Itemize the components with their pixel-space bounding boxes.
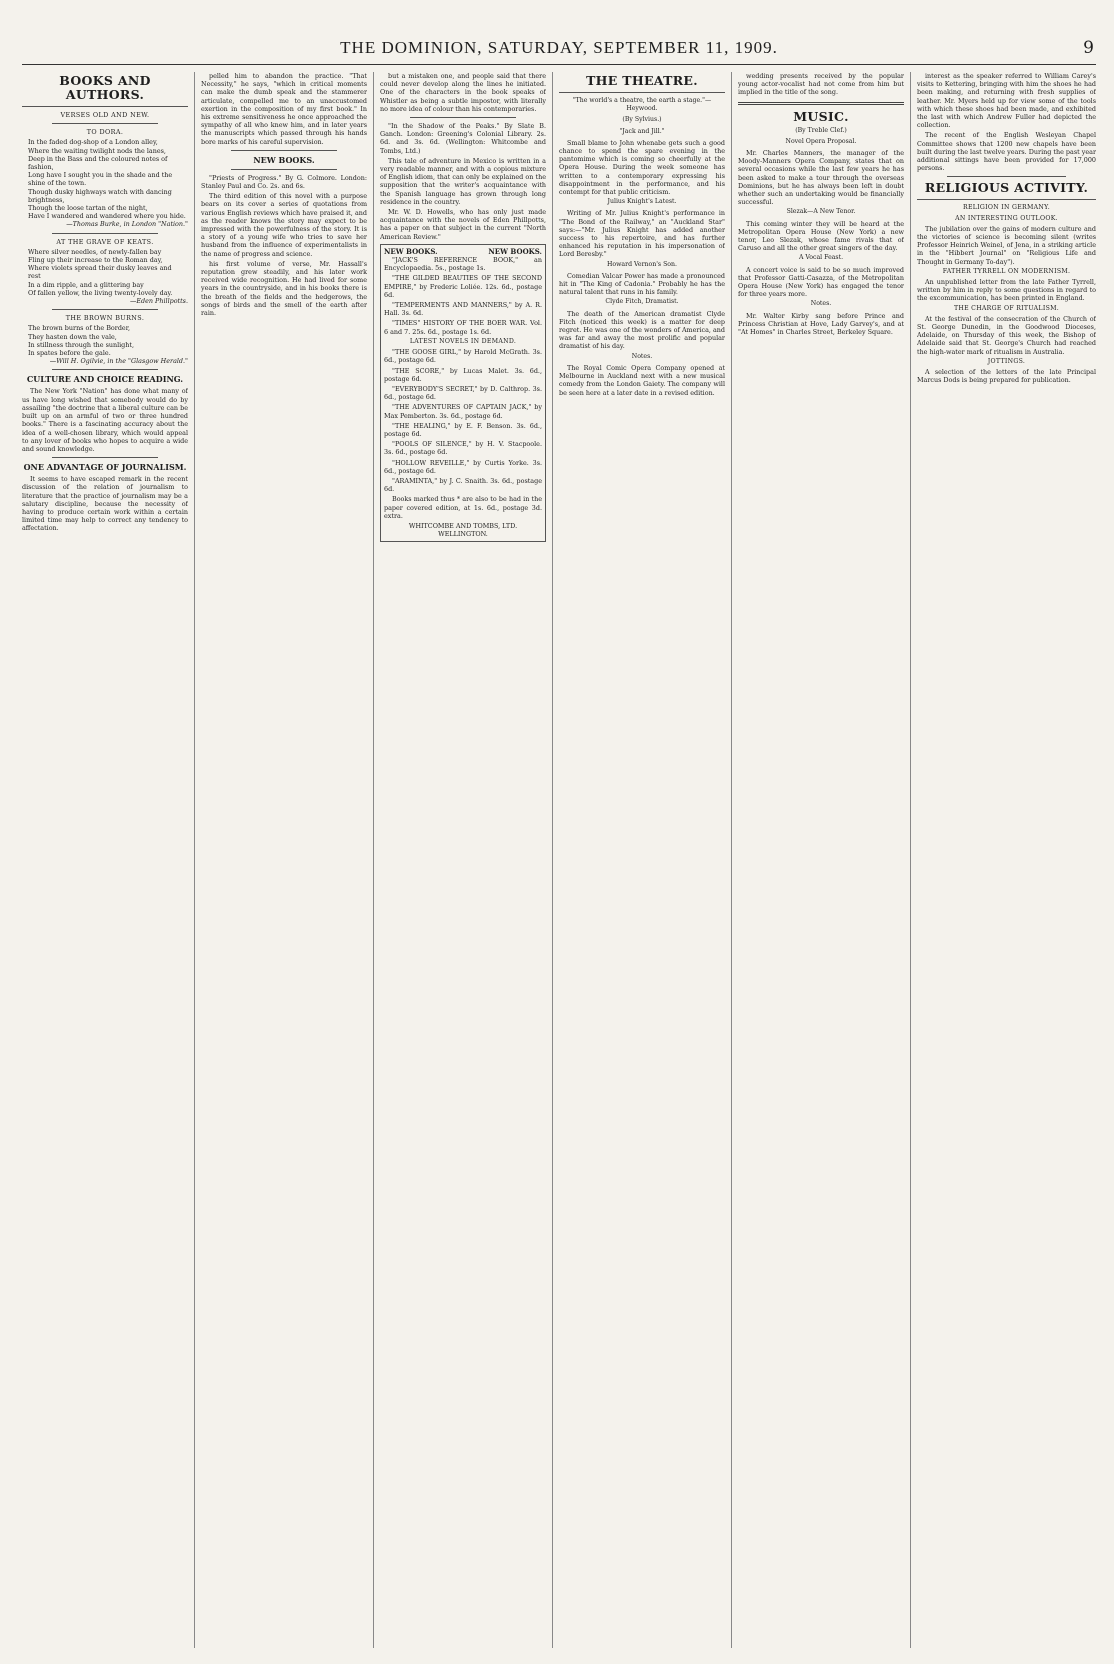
ad-item: "EVERYBODY'S SECRET," by D. Calthrop. 3s. 6d., postage 6d.: [384, 384, 542, 402]
religion-sub2: FATHER TYRRELL ON MODERNISM.: [942, 267, 1071, 275]
new-books-entry: "Priests of Progress." By G. Colmore. London: Stanley Paul and Co. 2s. and 6s.: [201, 173, 367, 191]
religion-text1: The jubilation over the gains of modern culture and the victories of science is becoming silent (writes Professor Heinrich Weinel, of Jena, in a striking article in the "Hibbert Journal" on "Religious Life and Thought in Germany To-day").: [917, 224, 1096, 266]
poem1-credit: —Thomas Burke, in London "Nation.": [66, 220, 188, 229]
column-rule: [194, 72, 195, 1648]
ad-item: "JACK'S REFERENCE BOOK," an Encyclopaedia. 5s., postage 1s.: [384, 256, 542, 273]
music-text3: A concert voice is said to be so much improved that Professor Gatti-Casazza, of the Metropolitan Opera House (New York) has engaged the tenor for three years more.: [738, 265, 904, 299]
poem-line: Long have I sought you in the shade and the: [28, 171, 173, 180]
poem-line: Fling up their increase to the Roman day,: [28, 256, 163, 265]
poem-line: Though the loose tartan of the night,: [28, 204, 148, 213]
poem-line: They hasten down the vale,: [28, 332, 117, 341]
journalism-heading: ONE ADVANTAGE OF JOURNALISM.: [23, 462, 187, 473]
poem-line: Deep in the Bass and the coloured notes of: [28, 154, 168, 163]
religion-heading: RELIGIOUS ACTIVITY.: [924, 180, 1089, 196]
poem-line: The brown burns of the Border,: [28, 324, 131, 333]
poem-line: Where the waiting twilight nods the lanes,: [28, 146, 166, 155]
journalism-text: It seems to have escaped remark in the recent discussion of the relation of journalism to literature that the practice of journalism may be a salutary discipline, because the necessity of having to produce certain work within a certain limited time may help to correct any tendency to affectation.: [22, 475, 188, 533]
ad-item: "THE HEALING," by E. F. Benson. 3s. 6d., postage 6d.: [384, 421, 542, 438]
ad-footer-note: Books marked thus * are also to be had in the paper covered edition, at 1s. 6d., postage 3d. extra.: [384, 495, 542, 520]
poem2-body: [22, 248, 188, 297]
ad-item: "HOLLOW REVEILLE," by Curtis Yorke. 3s. 6d., postage 6d.: [384, 458, 542, 475]
theatre-text5: The Royal Comic Opera Company opened at Melbourne in Auckland next with a new musical comedy from the London Gaiety. The company will be seen here at a later date in a revised edition.: [559, 363, 725, 397]
poem3-title: THE BROWN BURNS.: [65, 314, 145, 323]
poem-line: Of fallen yellow, the living twenty-lovely day.: [28, 288, 173, 297]
religion-sub3: THE CHARGE OF RITUALISM.: [953, 304, 1060, 312]
poem2-title: AT THE GRAVE OF KEATS.: [56, 237, 154, 246]
column-music: [738, 72, 904, 1648]
theatre-epigraph: "The world's a theatre, the earth a stage."—Heywood.: [572, 97, 712, 113]
new-books-heading: NEW BOOKS.: [253, 154, 315, 165]
ad-item: "THE ADVENTURES OF CAPTAIN JACK," by Max Pemberton. 3s. 6d., postage 6d.: [384, 403, 542, 420]
ad-item: "THE GILDED BEAUTIES OF THE SECOND EMPIRE," by Frederic Loliée. 12s. 6d., postage 6d.: [384, 274, 542, 299]
column-books: [22, 72, 188, 1648]
col3-review-text: This tale of adventure in Mexico is written in a very readable manner, and with a copious mixture of English idiom, that can only be explained on the supposition that the writer's acquaintance with the Spanish language has grown through long residence in the country.: [380, 156, 546, 206]
theatre-sub5: Notes.: [631, 352, 653, 360]
bookseller-ad: [380, 244, 546, 543]
column-reviews: [201, 72, 367, 1648]
religion-text4: A selection of the letters of the late Principal Marcus Dods is being prepared for publication.: [917, 368, 1096, 385]
music-text4: Mr. Walter Kirby sang before Prince and Princess Christian at Hove, Lady Garvey's, and at "At Homes" in Charles Street, Berkeley Square.: [738, 311, 904, 337]
column-rule: [373, 72, 374, 1648]
poem2-credit: —Eden Phillpotts.: [129, 297, 188, 306]
poem1-title: VERSES OLD AND NEW.: [60, 111, 150, 119]
theatre-sub3: Howard Vernon's Son.: [607, 260, 677, 268]
col3-continued-text: but a mistaken one, and people said that there could never develop along the lines he initiated. One of the characters in the book speaks of Whistler as being a subtle impostor, with literally no more idea of colour than his contemporaries.: [380, 72, 546, 113]
column-theatre: [559, 72, 725, 1648]
religion-col6-text2: The recent of the English Wesleyan Chapel Committee shows that 1200 new chapels have been built during the last twelve years. During the past year additional sittings have been provided for 17,000 persons.: [917, 131, 1096, 173]
ad-item: "ARAMINTA," by J. C. Snaith. 3s. 6d., postage 6d.: [384, 476, 542, 494]
religion-sub4: JOTTINGS.: [987, 357, 1026, 365]
poem-line: Have I wandered and wandered where you hide.: [28, 212, 186, 221]
music-sub2: Slezak—A New Tenor.: [786, 208, 856, 216]
newspaper-page: [22, 38, 1096, 1648]
religion-sub1b: AN INTERESTING OUTLOOK.: [955, 214, 1058, 222]
theatre-text4: The death of the American dramatist Clyde Fitch (noticed this week) is a matter for deep regret. He was one of the wonders of America, and was far and away the most prolific and popular dramatist of his day.: [559, 309, 725, 351]
column-rule: [731, 72, 732, 1648]
poem3-credit: —Will H. Ogilvie, in the "Glasgow Herald.": [49, 357, 188, 366]
poem-line: In stillness through the sunlight,: [28, 340, 134, 349]
page-number: 9: [1083, 38, 1094, 58]
ad-heading-right: NEW BOOKS.: [488, 246, 542, 256]
culture-heading: CULTURE AND CHOICE READING.: [26, 374, 184, 385]
theatre-sub4: Clyde Fitch, Dramatist.: [605, 298, 679, 306]
ad-title: [384, 248, 542, 256]
music-sub3: A Vocal Feast.: [798, 254, 844, 262]
ad-item: "TEMPERMENTS AND MANNERS," by A. R. Hall. 3s. 6d.: [384, 301, 542, 318]
culture-text: The New York "Nation" has done what many of us have long wished that somebody would do by assailing "the doctrine that a liberal culture can be built up on an armful of two or three hundred books." There is a fascinating accuracy about the idea of a well-chosen library, which would appeal to any lover of books who hopes to acquire a wide and sound knowledge.: [22, 387, 188, 453]
theatre-sub1: "Jack and Jill.": [619, 127, 665, 135]
music-top-text: wedding presents received by the popular young actor-vocalist had not come from him but implied in the title of the song.: [738, 72, 904, 97]
music-text2: This coming winter they will be heard at the Metropolitan Opera House (New York) a new tenor, Leo Slezak, whose fame rivals that of Caruso and all the other great singers of the day.: [738, 219, 904, 253]
col3-review-entry: "In the Shadow of the Peaks." By Slate B. Ganch. London: Greening's Colonial Library. 2s. 6d. and 3s. 6d. (Wellington: Whitcombe and Tombs, Ltd.): [380, 122, 546, 155]
ad-footer-name: WHITCOMBE AND TOMBS, LTD.: [408, 521, 518, 530]
masthead-title: THE DOMINION, SATURDAY, SEPTEMBER 11, 1909.: [340, 38, 778, 57]
music-byline: (By Treble Clef.): [795, 126, 847, 134]
column-religion-right: [917, 72, 1096, 1648]
masthead: [22, 38, 1096, 65]
new-books-text: The third edition of this novel with a purpose bears on its cover a series of quotations from various English reviews which have praised it, and as the reader knows the story may expect to be impressed with the powerfulness of the story. It is a story of a young wife who tries to save her husband from the influence of experimentalists in the name of progress and science.: [201, 192, 367, 258]
poem-line: shine of the town.: [28, 179, 87, 188]
column-reviews-2: [380, 72, 546, 1648]
ad-item: "POOLS OF SILENCE," by H. V. Stacpoole. 3s. 6d., postage 6d.: [384, 440, 542, 457]
religion-text2: An unpublished letter from the late Father Tyrrell, written by him in reply to some questions in regard to the excommunication, has been printed in England.: [917, 278, 1096, 303]
poem1-body: [22, 138, 188, 220]
ad-heading-left: NEW BOOKS.: [384, 246, 438, 256]
ad-item: "THE SCORE," by Lucas Malet. 3s. 6d., postage 6d.: [384, 366, 542, 383]
ad-footer-city: WELLINGTON.: [438, 530, 488, 539]
poem1-subtitle: TO DORA.: [86, 128, 124, 137]
music-heading: MUSIC.: [793, 108, 849, 124]
theatre-sub2: Julius Knight's Latest.: [607, 198, 677, 206]
theatre-byline: (By Sylvius.): [622, 116, 662, 124]
poem-line: fashion,: [28, 163, 54, 172]
poem-line: rest: [28, 272, 41, 281]
reviews-col-text: his first volume of verse, Mr. Hassall's reputation grew steadily, and his later work received wide recognition. He had lived for some years in the countryside, and in his books there is the breath of the fields and the hedgerows, the songs of birds and the smell of the earth after rain.: [201, 259, 367, 318]
ad-latest-heading: LATEST NOVELS IN DEMAND.: [409, 337, 517, 345]
religion-col6-text: interest as the speaker referred to William Carey's visits to Kettering, bringing with him the shoes he had been making, and returning with fresh supplies of leather. Mr. Myers held up for view some of the tools with which these shoes had been made, and exhibited the last with which Andrew Fuller had depicted the collection.: [917, 72, 1096, 130]
music-sub1: Novel Opera Proposal.: [785, 137, 857, 145]
poem-line: Though dusky highways watch with dancing: [28, 187, 172, 196]
theatre-text1: Small blame to John whenabe gets such a good chance to spend the spare evening in the pantomime which is coming so cheerfully at the Opera House. During the week someone has written to a contemporary expressing his disappointment in the performance, and his contempt for that public criticism.: [559, 138, 725, 197]
ad-item: "TIMES" HISTORY OF THE BOER WAR. Vol. 6 and 7. 25s. 6d., postage 1s. 6d.: [384, 319, 542, 336]
religion-text3: At the festival of the consecration of the Church of St. George Dunedin, in the Goodwood Dioceses, Adelaide, on Thursday of this week, the Bishop of Adelaide said that St. George's Church had reached the high-water mark of ritualism in Australia.: [917, 314, 1096, 356]
poem-line: Where silver needles, of newly-fallen bay: [28, 247, 162, 256]
column-rule: [910, 72, 911, 1648]
religion-sub1: RELIGION IN GERMANY.: [963, 204, 1050, 212]
theatre-heading: THE THEATRE.: [586, 73, 698, 88]
column-rule: [552, 72, 553, 1648]
ad-item: "THE GOOSE GIRL," by Harold McGrath. 3s. 6d., postage 6d.: [384, 348, 542, 365]
poem-line: In spates before the gale.: [28, 349, 111, 358]
books-heading: BOOKS AND AUTHORS.: [59, 73, 151, 102]
poem-line: brightness,: [28, 195, 65, 204]
music-sub4: Notes.: [810, 300, 832, 308]
poem3-body: [22, 324, 188, 357]
poem-line: Where violets spread their dusky leaves and: [28, 264, 172, 273]
reviews-text: pelled him to abandon the practice. "That Necessity," he says, "which in critical moments can make the dumb speak and the stammerer articulate, compelled me to an unaccustomed exertion in the composition of my first book." In his extreme sensitiveness he once approached the sympathy of all who knew him, and in later years the manuscripts which passed through his hands bore marks of his careful supervision.: [201, 72, 367, 146]
theatre-text2: Writing of Mr. Julius Knight's performance in "The Bond of the Railway," an "Auckland Star" says:—"Mr. Julius Knight has added another success to his repertoire, and has further enhanced his reputation in his impersonation of Lord Beresby.": [559, 209, 725, 259]
col3-author-text: Mr. W. D. Howells, who has only just made acquaintance with the novels of Eden Phillpotts, has a paper on that subject in the current "North American Review.": [380, 208, 546, 241]
music-text1: Mr. Charles Manners, the manager of the Moody-Manners Opera Company, states that on several occasions while the last few years he has been asked to make a tour through the overseas Dominions, but he has always been left in doubt whether such an undertaking would be financially successful.: [738, 149, 904, 207]
poem-line: In the faded dog-shop of a London alley,: [28, 138, 158, 147]
poem-line: In a dim ripple, and a glittering bay: [28, 280, 144, 289]
theatre-text3: Comedian Valcar Power has made a pronounced hit in "The King of Cadonia." Probably he has the natural talent that runs in his family.: [559, 271, 725, 297]
